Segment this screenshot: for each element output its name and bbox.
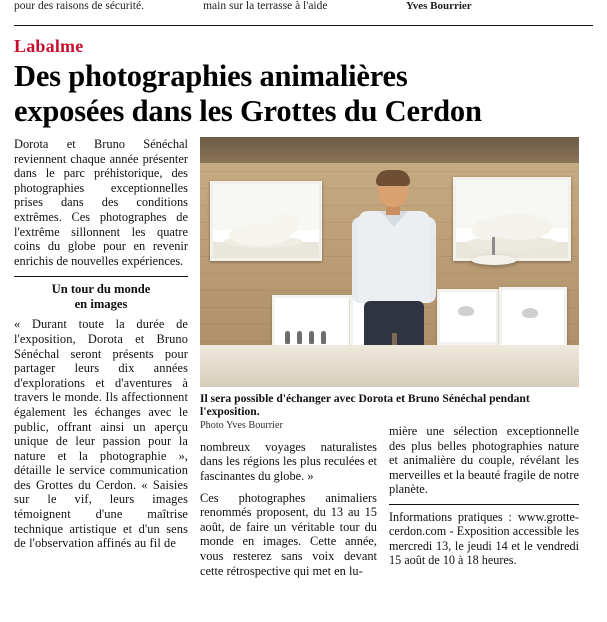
- previous-article-col2: main sur la terrasse à l'aide: [203, 0, 328, 12]
- page-title: [14, 59, 593, 129]
- paragraph-2: « Durant toute la durée de l'exposition, Dorota et Bruno Sénéchal seront présents pour partager leurs dix années d'explorations et d'aventures à travers le monde. Ils affectionnent également les échanges avec le public, offrant ainsi un aperçu unique de leur passion pour la nature et la photographie », détaille le service communication des Grottes du Cerdon. « Saisies sur le vif, leurs images témoignent d'une maîtrise technique artistique et d'un sens de l'observation affinés au fil de: [14, 317, 188, 551]
- penguin-icon: [321, 331, 326, 344]
- lead-paragraph: Dorota et Bruno Sénéchal reviennent chaque année présenter dans le parc préhistorique, des photographies exceptionnelles prises dans des conditions extrêmes. Ces photographes de l'extrême sillonnent les quatre coins du globe pour en revenir enrichis de nouvelles expériences.: [14, 137, 188, 268]
- paragraph-3: nombreux voyages naturalistes dans les régions les plus reculées et fascinantes du globe. »: [200, 439, 377, 483]
- practical-info: Informations pratiques : www.grotte-cerdon.com - Exposition accessible les mercredi 13, le jeudi 14 et le vendredi 15 août de 10 à 18 heures.: [389, 509, 579, 568]
- polar-bear-head: [271, 214, 299, 236]
- photo-sky: [213, 184, 319, 230]
- previous-article-strip: [14, 0, 593, 22]
- small-framed-photo-4: [499, 287, 567, 349]
- headline-line-1: Des photographies animalières: [14, 59, 408, 93]
- paragraph-5: mière une sélection exceptionnelle des plus belles photographies nature et animalière du couple, révélant les merveilles et la beauté fragile de notre planète.: [389, 424, 579, 497]
- small-framed-photo-3: [437, 289, 499, 345]
- subhead-line-1: Un tour du monde: [51, 282, 151, 297]
- column-1: [14, 137, 200, 585]
- polar-bear-head: [472, 220, 502, 240]
- article-photo: [200, 137, 579, 387]
- subhead-line-2: en images: [74, 297, 128, 312]
- photo-credit: Photo Yves Bourrier: [200, 419, 283, 431]
- headline-line-2: exposées dans les Grottes du Cerdon: [14, 94, 482, 128]
- photo-block: [200, 137, 579, 432]
- previous-article-byline: Yves Bourrier: [406, 0, 472, 12]
- bird-icon: [522, 308, 538, 318]
- penguin-icon: [285, 331, 290, 344]
- framed-photo-left: [210, 181, 322, 261]
- article-kicker: Labalme: [14, 36, 84, 56]
- person-hair: [376, 170, 410, 186]
- penguin-icon: [309, 331, 314, 344]
- lamp-stem: [492, 237, 495, 255]
- info-divider: [389, 504, 579, 505]
- bird-icon: [458, 306, 474, 316]
- paragraph-4: Ces photographes animaliers renommés proposent, du 13 au 15 août, de faire un véritable tour du monde en images. Cette année, vous resterez sans voix devant cette rétrospective qui met en lu-: [200, 490, 377, 578]
- photo-caption: Il sera possible d'échanger avec Dorota et Bruno Sénéchal pendant l'exposition.: [200, 392, 530, 419]
- top-divider: [14, 25, 593, 26]
- subhead: [14, 282, 188, 312]
- article-body: [14, 137, 593, 585]
- ceiling-lamp-right: [471, 255, 517, 265]
- framed-photo-right: [453, 177, 571, 261]
- subhead-divider: [14, 276, 188, 277]
- display-table: [200, 345, 579, 387]
- previous-article-col1: pour des raisons de sécurité.: [14, 0, 144, 12]
- penguin-icon: [297, 331, 302, 344]
- column-3: [389, 424, 579, 585]
- photo-ceiling: [200, 137, 579, 163]
